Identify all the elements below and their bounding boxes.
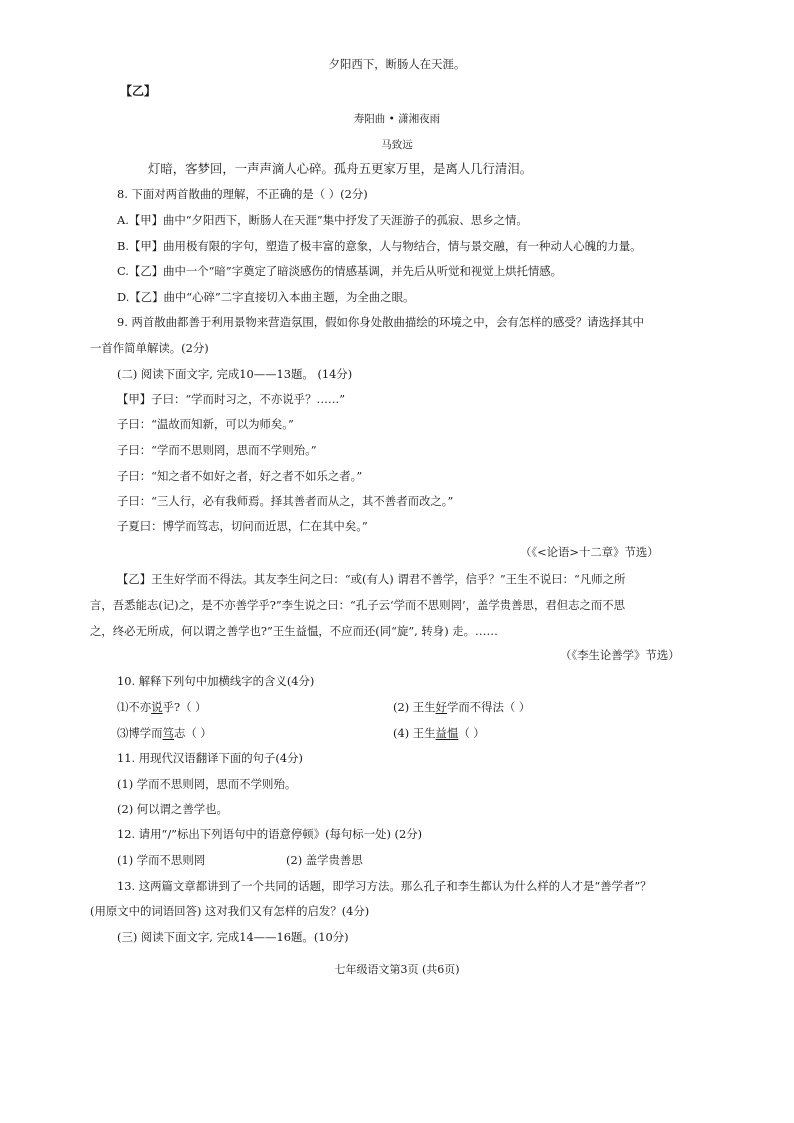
q8-option-c: C.【乙】曲中一个“暗”字奠定了暗淡感伤的情感基调，并先后从听觉和视觉上烘托情感。 [117, 264, 563, 278]
yi-label: 【乙】 [120, 84, 157, 98]
q13-line-1: 13. 这两篇文章都讲到了一个共同的话题，即学习方法。那么孔子和李生都认为什么样的人才是“善学者”？ [117, 879, 652, 893]
jia-analects-line: 子夏曰：博学而笃志，切问而近思，仁在其中矣。” [117, 519, 368, 533]
q13-line-2: (用原文中的词语回答) 这对我们又有怎样的启发？(4分) [90, 904, 370, 918]
q8-option-b: B.【甲】曲用极有限的字句，塑造了极丰富的意象，人与物结合，情与景交融，有一种动人心魄的力量。 [117, 239, 642, 253]
jia-analects-line: 子曰：“温故而知新，可以为师矣。” [117, 417, 294, 431]
q11-item-2: (2) 何以谓之善学也。 [117, 802, 228, 816]
jia-analects-line: 【甲】子曰：“学而时习之，不亦说乎？……” [117, 392, 346, 406]
underlined-word: 说 [151, 700, 163, 714]
yi-source: （《李生论善学》节选） [560, 648, 680, 662]
poem-title: 寿阳曲 • 潇湘夜雨 [353, 113, 441, 125]
yi-passage-line: 【乙】王生好学而不得法。其友李生问之曰：“或(有人) 谓君不善学，信乎？”王生不说曰：“凡师之所 [117, 572, 626, 586]
jia-poem-last-line: 夕阳西下，断肠人在天涯。 [328, 57, 466, 71]
q9-line-2: 一首作简单解读。(2分) [90, 341, 209, 355]
q12-stem: 12. 请用“/”标出下列语句中的语意停顿》(每句标一处) (2分) [117, 827, 423, 841]
poem-author: 马致远 [381, 139, 413, 151]
underlined-word: 益愠 [435, 726, 459, 740]
q8-option-a: A.【甲】曲中“夕阳西下，断肠人在天涯”集中抒发了天涯游子的孤寂、思乡之情。 [117, 213, 528, 227]
q9-line-1: 9. 两首散曲都善于利用景物来营造氛围，假如你身处散曲描绘的环境之中，会有怎样的感受？请选择其中 [117, 315, 645, 329]
q10-item-3: ⑶博学而笃志（ ） [117, 726, 212, 740]
q10-item-4: (4) 王生益愠（ ） [393, 726, 485, 740]
q10-item-1: ⑴不亦说乎?（ ） [117, 700, 207, 714]
q11-item-1: (1) 学而不思则罔，思而不学则殆。 [117, 777, 297, 791]
q10-item-2: (2) 王生好学而不得法（ ） [393, 700, 531, 714]
section3-heading: (三) 阅读下面文字, 完成14——16题。(10分) [117, 930, 349, 944]
q12-item-1: (1) 学而不思则罔 [117, 853, 206, 867]
q12-item-2: (2) 盖学贵善思 [286, 853, 363, 867]
underlined-word: 笃 [162, 726, 174, 740]
q8-option-d: D.【乙】曲中“心碎”二字直接切入本曲主题，为全曲之眼。 [117, 290, 415, 304]
underlined-word: 好 [435, 700, 447, 714]
section2-heading: (二) 阅读下面文字, 完成10——13题。 (14分) [117, 367, 353, 381]
poem-text: 灯暗，客梦回，一声声滴人心碎。孤舟五更家万里，是离人几行清泪。 [148, 161, 533, 176]
page-footer: 七年级语文第3页 (共6页) [334, 963, 460, 976]
jia-analects-line: 子曰：“学而不思则罔，思而不学则殆。” [117, 443, 317, 457]
yi-passage-line: 言，吾悉能志(记)之，是不亦善学乎?”李生说之曰：“孔子云‘学而不思则罔’，盖学贵善思，君但志之而不思 [90, 598, 626, 612]
jia-analects-line: 子曰：“知之者不如好之者，好之者不如乐之者。” [117, 469, 363, 483]
q10-stem: 10. 解释下列句中加横线字的含义(4分) [117, 674, 315, 688]
yi-passage-line: 之，终必无所成，何以谓之善学也?”王生益愠，不应而还(同“旋”, 转身) 走。…… [90, 624, 498, 638]
q8-stem: 8. 下面对两首散曲的理解，不正确的是（ ）(2分) [117, 187, 368, 201]
q11-stem: 11. 用现代汉语翻译下面的句子(4分) [117, 751, 303, 765]
jia-analects-line: 子曰：“三人行，必有我师焉。择其善者而从之，其不善者而改之。” [117, 494, 454, 508]
jia-source: （《<论语>十二章》节选） [520, 545, 659, 559]
